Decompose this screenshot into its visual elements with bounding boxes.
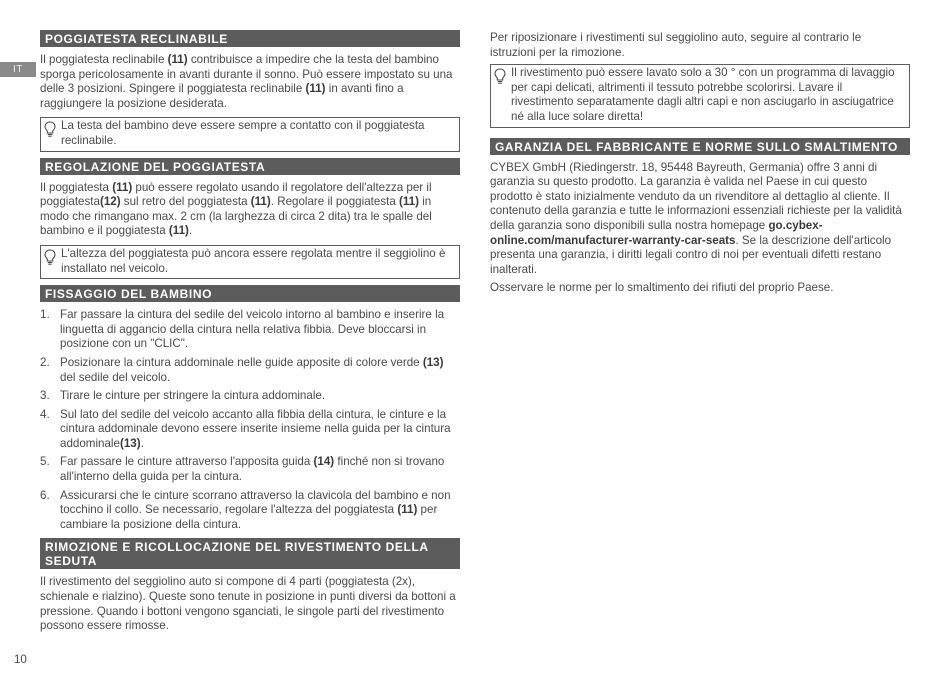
step-text: Far passare le cinture attraverso l'apposita guida (14) finché non si trovano all'interno della guida per la cintura. (60, 455, 445, 484)
reclining-headrest-paragraph: Il poggiatesta reclinabile (11) contribuisce a impedire che la testa del bambino sporga pericolosamente in avanti durante il sonno. Può essere impostato su una delle 3 posizioni. Spingere il poggiatesta reclinabile (11) in avanti fino a raggiungere la posizione desiderata. (40, 53, 453, 110)
lightbulb-icon (44, 121, 56, 138)
step-text: Sul lato del sedile del veicolo accanto alla fibbia della cintura, le cinture e la cintura addominale devono essere inserite insieme nella guida per la cintura addominale(13). (60, 407, 451, 450)
headrest-adjustment-paragraph: Il poggiatesta (11) può essere regolato usando il regolatore dell'altezza per il poggiatesta(12) sul retro del poggiatesta (11). Regolare il poggiatesta (11) in modo che rimangano max. 2 cm (la larghezza di circa 2 dita) tra le spalle del bambino e il poggiatesta (11). (40, 180, 432, 238)
note-text: L'altezza del poggiatesta può ancora essere regolata mentre il seggiolino è installato nel veicolo. (61, 246, 446, 275)
note-text: Il rivestimento può essere lavato solo a 30 ° con un programma di lavaggio per capi delicati, altrimenti il tessuto potrebbe scolorirsi. Lavare il rivestimento separatamente dagli altri capi e non asciugarlo in asciugatrice né alla luce solare diretta! (511, 66, 895, 123)
list-item (40, 455, 460, 484)
step-number: 1. (40, 308, 50, 322)
cover-removal-paragraph: Il rivestimento del seggiolino auto si compone di 4 parti (poggiatesta (2x), schienale e rialzino). Queste sono tenute in posizione in punti diversi da bottoni a pressione. Quando i bottoni vengono sganciati, le singole parti del rivestimento possono essere rimosse. (40, 575, 456, 633)
step-number: 5. (40, 455, 50, 469)
disposal-paragraph: Osservare le norme per lo smaltimento dei rifiuti del proprio Paese. (490, 281, 834, 295)
bold-reference: (13) (119, 436, 141, 450)
language-tab: IT (0, 62, 36, 77)
step-text: Assicurarsi che le cinture scorrano attraverso la clavicola del bambino e non tocchino il collo. Se necessario, regolare l'altezza del poggiatesta (11) per cambiare la posizione della cintura. (60, 488, 451, 531)
lightbulb-icon (44, 249, 56, 266)
bold-reference: go.cybex-online.com/manufacturer-warranty-car-seats (490, 218, 823, 247)
page-number: 10 (14, 654, 27, 666)
step-text: Tirare le cinture per stringere la cintura addominale. (60, 389, 326, 403)
step-text: Posizionare la cintura addominale nelle guide apposite di colore verde (13) del sedile del veicolo. (60, 355, 444, 384)
note-text: La testa del bambino deve essere sempre a contatto con il poggiatesta reclinabile. (61, 119, 425, 147)
list-item (40, 308, 460, 352)
bold-reference: (11) (397, 503, 418, 517)
list-item (40, 389, 460, 404)
step-number: 4. (40, 407, 50, 421)
list-item (40, 489, 460, 533)
bold-reference: (13) (422, 355, 444, 369)
bold-reference: (11) (167, 53, 188, 66)
step-text: Far passare la cintura del sedile del veicolo intorno al bambino e inserire la linguetta di aggancio della cintura nella relativa fibbia. Deve bloccarsi in posizione con un "CLIC". (60, 308, 445, 351)
list-item (40, 408, 460, 452)
right-column (490, 31, 910, 300)
bold-reference: (11) (112, 180, 133, 194)
section-heading-reclining-headrest: POGGIATESTA RECLINABILE (40, 30, 460, 47)
step-number: 2. (40, 355, 50, 369)
lightbulb-icon (494, 68, 506, 85)
bold-reference: (11) (399, 195, 419, 209)
bold-reference: (14) (313, 455, 335, 469)
warranty-paragraph: CYBEX GmbH (Riedingerstr. 18, 95448 Bayreuth, Germania) offre 3 anni di garanzia su questo prodotto. La garanzia è valida nel Paese in cui questo prodotto è stato inizialmente venduto da un rivenditore al dettaglio al cliente. Il contenuto della garanzia e tutte le informazioni essenziali richieste per la validità della garanzia sono disponibili sulla nostra homepage go.cybex-online.com/manufacturer-warranty-car-seats. Se la descrizione dell'articolo presenta una garanzia, i diritti legali contro di noi per eventuali difetti restano inalterati. (490, 160, 902, 276)
left-column (40, 30, 460, 638)
bold-reference: (11) (168, 224, 189, 238)
section-heading-cover-removal: RIMOZIONE E RICOLLOCAZIONE DEL RIVESTIMENTO DELLA SEDUTA (40, 538, 460, 569)
section-heading-warranty: GARANZIA DEL FABBRICANTE E NORME SULLO SMALTIMENTO (490, 138, 910, 155)
bold-reference: (11) (305, 82, 326, 96)
section-heading-securing-child: FISSAGGIO DEL BAMBINO (40, 285, 460, 302)
bold-reference: (12) (99, 195, 121, 209)
bold-reference: (11) (250, 195, 271, 209)
securing-steps-list (40, 308, 460, 532)
step-number: 6. (40, 488, 50, 502)
note-box-headrest-contact (40, 117, 460, 151)
cover-refit-paragraph: Per riposizionare i rivestimenti sul seggiolino auto, seguire al contrario le istruzioni per la rimozione. (490, 31, 862, 59)
note-box-headrest-in-vehicle (40, 245, 460, 279)
list-item (40, 356, 460, 385)
note-box-washing (490, 64, 910, 127)
step-number: 3. (40, 389, 50, 403)
section-heading-headrest-adjustment: REGOLAZIONE DEL POGGIATESTA (40, 158, 460, 175)
